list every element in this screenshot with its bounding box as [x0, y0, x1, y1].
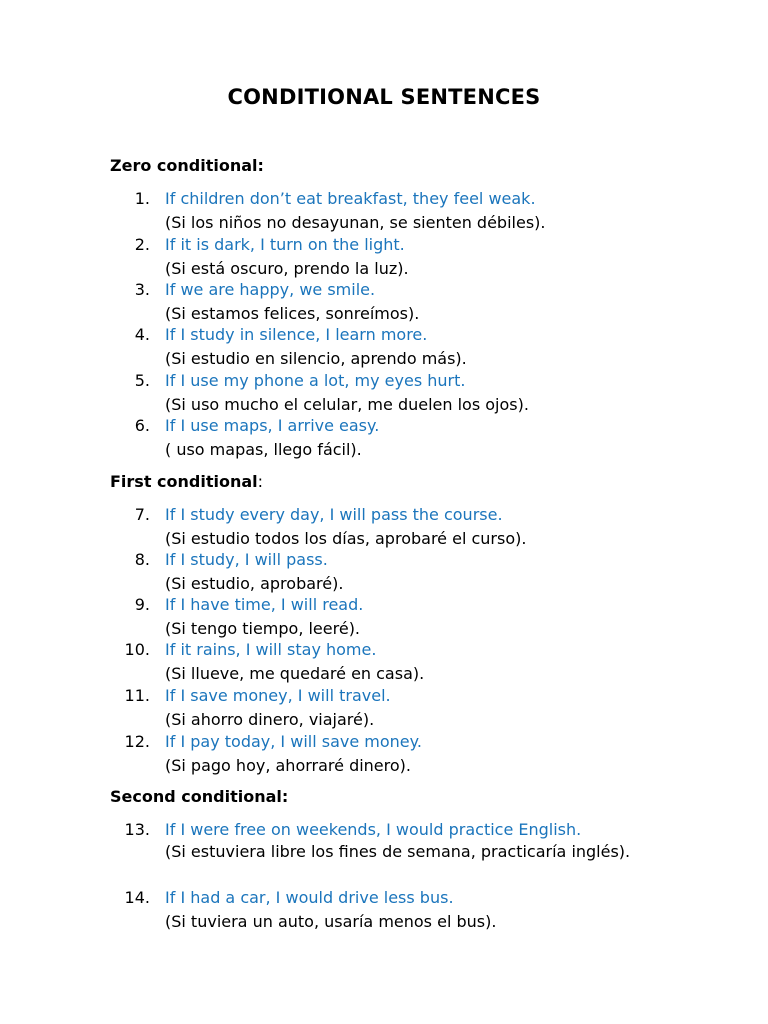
item-number: 2.: [134, 235, 150, 254]
item-number: 5.: [134, 371, 150, 390]
item-number: 13.: [124, 820, 150, 839]
english-sentence: If I were free on weekends, I would practice English.: [165, 820, 582, 839]
spanish-translation: (Si los niños no desayunan, se sienten débiles).: [165, 213, 546, 232]
spanish-translation: ( uso mapas, llego fácil).: [165, 440, 362, 459]
english-sentence: If it rains, I will stay home.: [165, 640, 377, 659]
item-number: 4.: [134, 325, 150, 344]
section-heading-colon: :: [257, 472, 264, 491]
english-sentence: If children don’t eat breakfast, they feel weak.: [165, 189, 536, 208]
spanish-translation: (Si tengo tiempo, leeré).: [165, 619, 361, 638]
item-number: 1.: [134, 189, 150, 208]
item-number: 10.: [124, 640, 150, 659]
item-number: 11.: [124, 686, 150, 705]
english-sentence: If I use my phone a lot, my eyes hurt.: [165, 371, 466, 390]
english-sentence: If I pay today, I will save money.: [165, 732, 422, 751]
english-sentence: If I have time, I will read.: [165, 595, 364, 614]
section-heading-second-conditional: Second conditional:: [110, 787, 289, 806]
section-heading-zero-conditional: Zero conditional:: [110, 156, 264, 175]
spanish-translation: (Si está oscuro, prendo la luz).: [165, 259, 409, 278]
spanish-translation: (Si uso mucho el celular, me duelen los ojos).: [165, 395, 529, 414]
item-number: 8.: [134, 550, 150, 569]
english-sentence: If it is dark, I turn on the light.: [165, 235, 405, 254]
spanish-translation: (Si estudio, aprobaré).: [165, 574, 344, 593]
section-heading-first-conditional: [110, 472, 263, 491]
spanish-translation: (Si estamos felices, sonreímos).: [165, 304, 420, 323]
english-sentence: If I study every day, I will pass the course.: [165, 505, 503, 524]
spanish-translation: (Si llueve, me quedaré en casa).: [165, 664, 425, 683]
english-sentence: If I study in silence, I learn more.: [165, 325, 428, 344]
spanish-translation: (Si ahorro dinero, viajaré).: [165, 710, 375, 729]
english-sentence: If we are happy, we smile.: [165, 280, 376, 299]
item-number: 12.: [124, 732, 150, 751]
page-title: CONDITIONAL SENTENCES: [227, 85, 541, 109]
item-number: 14.: [124, 888, 150, 907]
english-sentence: If I use maps, I arrive easy.: [165, 416, 380, 435]
english-sentence: If I save money, I will travel.: [165, 686, 391, 705]
spanish-translation: (Si estudio en silencio, aprendo más).: [165, 349, 467, 368]
item-number: 3.: [134, 280, 150, 299]
spanish-translation: (Si estuviera libre los fines de semana, practicaría inglés).: [165, 842, 631, 861]
item-number: 7.: [134, 505, 150, 524]
spanish-translation: (Si tuviera un auto, usaría menos el bus).: [165, 912, 497, 931]
english-sentence: If I had a car, I would drive less bus.: [165, 888, 454, 907]
english-sentence: If I study, I will pass.: [165, 550, 328, 569]
spanish-translation: (Si estudio todos los días, aprobaré el curso).: [165, 529, 527, 548]
spanish-translation: (Si pago hoy, ahorraré dinero).: [165, 756, 411, 775]
item-number: 9.: [134, 595, 150, 614]
item-number: 6.: [134, 416, 150, 435]
section-heading-label: First conditional: [110, 472, 258, 491]
